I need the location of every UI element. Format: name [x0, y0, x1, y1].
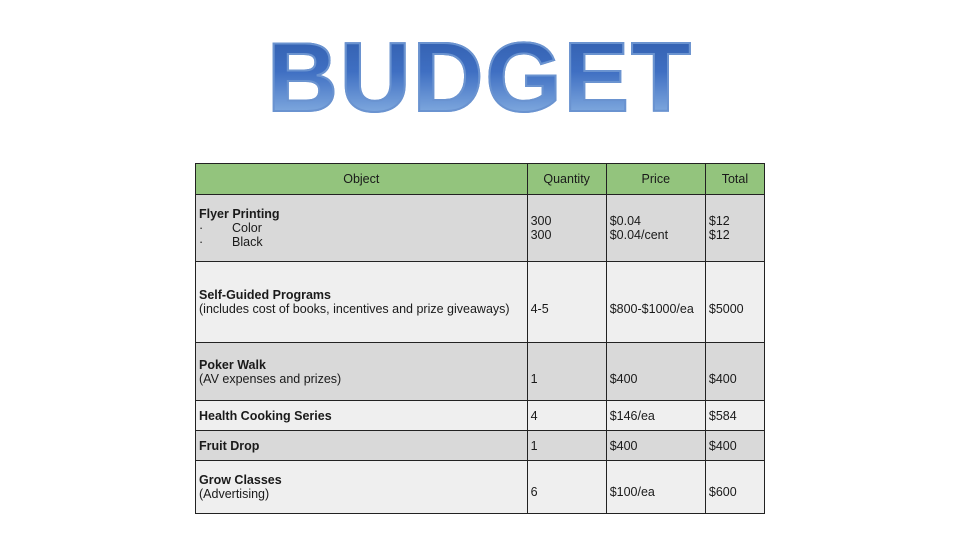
table-row: [196, 401, 765, 431]
cell-total: $400: [705, 431, 764, 461]
cell-total: $584: [705, 401, 764, 431]
cell-quantity: [527, 195, 606, 262]
cell-quantity: 1: [527, 431, 606, 461]
header-object: Object: [196, 164, 528, 195]
cell-price: $400: [606, 431, 705, 461]
header-total: Total: [705, 164, 764, 195]
cell-quantity: 4: [527, 401, 606, 431]
cell-quantity: 1: [527, 343, 606, 401]
cell-price: [606, 195, 705, 262]
cell-total: $400: [705, 343, 764, 401]
item-name: Fruit Drop: [199, 438, 260, 453]
cell-object: [196, 343, 528, 401]
cell-price: $100/ea: [606, 461, 705, 514]
table-row: [196, 195, 765, 262]
cell-total: $5000: [705, 262, 764, 343]
cell-quantity: 4-5: [527, 262, 606, 343]
item-name: Grow Classes: [199, 473, 282, 487]
sub-item: [199, 235, 524, 249]
cell-object: [196, 461, 528, 514]
sub-item: [199, 221, 524, 235]
total-value: $12: [708, 228, 730, 242]
cell-object: [196, 262, 528, 343]
budget-table: [195, 163, 765, 514]
total-value: $12: [708, 214, 730, 228]
cell-price: $146/ea: [606, 401, 705, 431]
cell-total: $600: [705, 461, 764, 514]
header-quantity: Quantity: [527, 164, 606, 195]
quantity-value: 300: [530, 228, 552, 242]
cell-quantity: 6: [527, 461, 606, 514]
cell-total: [705, 195, 764, 262]
sub-item-label: Color: [232, 221, 262, 235]
cell-object: [196, 401, 528, 431]
item-name: Flyer Printing: [199, 207, 280, 221]
cell-price: $800-$1000/ea: [606, 262, 705, 343]
price-value: $0.04/cent: [609, 228, 669, 242]
item-note: (AV expenses and prizes): [199, 371, 342, 386]
bullet-dot: ·: [199, 221, 204, 235]
table-row: [196, 461, 765, 514]
item-note: (Advertising): [199, 487, 270, 501]
item-name: Health Cooking Series: [199, 408, 332, 423]
page-title: BUDGET: [0, 22, 960, 132]
quantity-value: 300: [530, 214, 552, 228]
item-name: Self-Guided Programs: [199, 288, 331, 302]
sub-item-label: Black: [232, 235, 263, 249]
table-row: [196, 343, 765, 401]
header-price: Price: [606, 164, 705, 195]
price-value: $0.04: [609, 214, 641, 228]
cell-object: [196, 431, 528, 461]
table-row: [196, 431, 765, 461]
item-name: Poker Walk: [199, 357, 266, 372]
table-header-row: [196, 164, 765, 195]
item-note: (includes cost of books, incentives and prize giveaways): [199, 302, 510, 316]
bullet-dot: ·: [199, 235, 204, 249]
cell-object: [196, 195, 528, 262]
cell-price: $400: [606, 343, 705, 401]
table-row: [196, 262, 765, 343]
